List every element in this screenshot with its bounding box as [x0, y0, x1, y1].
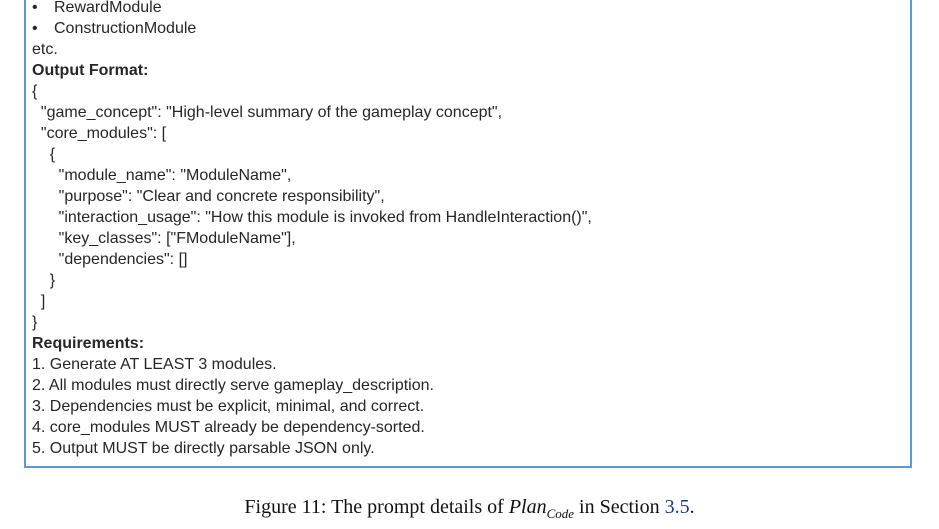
json-line: "game_concept": "High-level summary of the gameplay concept",: [32, 104, 503, 121]
caption-middle: in Section: [574, 496, 665, 518]
bullet-item-construction: [32, 18, 196, 39]
json-line: "dependencies": []: [32, 251, 188, 268]
json-line: "module_name": "ModuleName",: [32, 167, 292, 184]
requirement-item: 4. core_modules MUST already be dependency-sorted.: [32, 419, 425, 436]
json-line: {: [32, 146, 56, 163]
requirement-item: 3. Dependencies must be explicit, minimal, and correct.: [32, 398, 425, 415]
bullet-item-reward: [32, 0, 162, 18]
caption-prefix: Figure 11: The prompt details of: [244, 496, 509, 518]
bullet-label: RewardModule: [54, 0, 162, 16]
etc-text: etc.: [32, 41, 58, 58]
section-ref-link[interactable]: 3.5: [664, 496, 690, 518]
json-line: }: [32, 314, 38, 331]
output-format-heading: Output Format:: [32, 62, 149, 79]
json-line: "purpose": "Clear and concrete responsibility",: [32, 188, 385, 205]
caption-suffix: .: [689, 496, 695, 518]
json-line: {: [32, 83, 38, 100]
caption-plan-subscript: Code: [546, 506, 575, 521]
requirement-item: 1. Generate AT LEAST 3 modules.: [32, 356, 277, 373]
json-line: "core_modules": [: [32, 125, 167, 142]
bullet-label: ConstructionModule: [54, 20, 197, 37]
json-line: "interaction_usage": "How this module is invoked from HandleInteraction()",: [32, 209, 592, 226]
caption-plan: Plan: [508, 496, 547, 518]
json-line: }: [32, 272, 56, 289]
bullet-dot: •: [32, 0, 38, 16]
requirements-heading: Requirements:: [32, 335, 145, 352]
figure-caption: [0, 496, 939, 519]
requirement-item: 2. All modules must directly serve gameplay_description.: [32, 377, 434, 394]
requirement-item: 5. Output MUST be directly parsable JSON only.: [32, 440, 375, 457]
json-line: "key_classes": ["FModuleName"],: [32, 230, 296, 247]
json-line: ]: [32, 293, 46, 310]
bullet-dot: •: [32, 20, 38, 37]
